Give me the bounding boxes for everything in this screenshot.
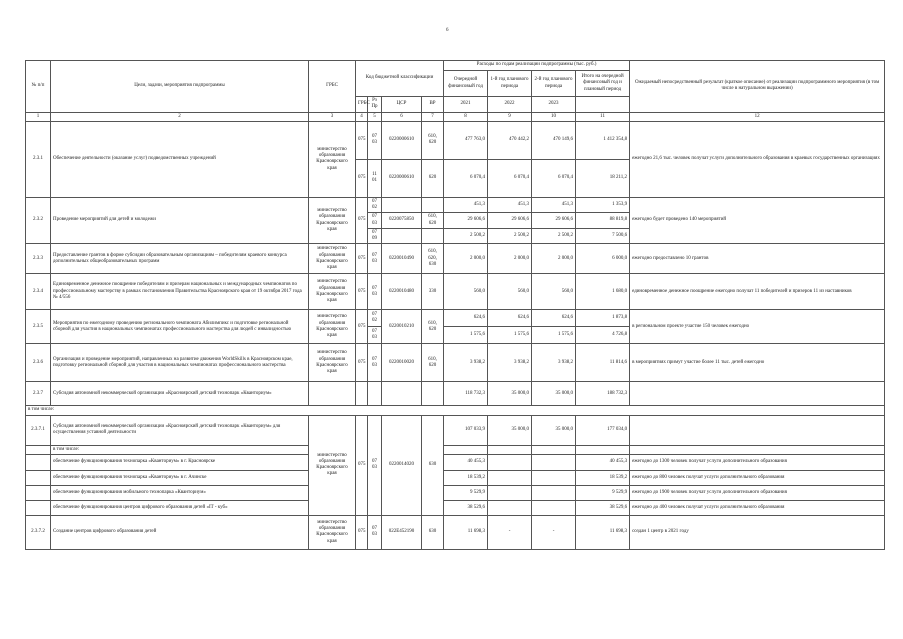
cell-vr [422,228,444,244]
cell-total: 40 455,3 [576,454,630,470]
cell-value: 35 000,0 [532,382,576,406]
cell-grbs: 075 [356,159,368,197]
empty-cell [444,445,488,454]
cell-rzpr: 07 02 [368,310,382,327]
cell-value: 2 500,2 [488,228,532,244]
cell-value: 118 732,3 [444,382,488,406]
col-num: 3 [309,112,356,121]
cell-value: 451,3 [444,197,488,213]
empty-cell [488,485,532,500]
row-num: 2.3.7.1 [26,415,51,445]
cell-csr [382,197,422,213]
cell-grbs: 075 [356,310,368,344]
row-name: Предоставление грантов в форме субсидии образовательным организациям – победителям краевого конкурса дополнительных общеобразовательных программ [51,244,309,274]
empty-cell [630,382,885,406]
cell-vr: 330 [422,274,444,310]
empty-cell [532,470,576,485]
cell-value: 29 606,6 [444,213,488,229]
cell-rzpr: 07 03 [368,344,382,382]
cell-grbs: 075 [356,274,368,310]
cell-value: 1 575,6 [532,327,576,344]
row-result: единовременное денежное поощрение ежегодно получат 11 победителей и призеров 11 из наставников [630,274,885,310]
empty-cell [26,470,51,485]
cell-value: 2 500,2 [444,228,488,244]
table-row [26,485,885,500]
col-num: 7 [422,112,444,121]
cell-total: 1 680,0 [576,274,630,310]
row-name: обеспечение функционирования технопарка «Кванториум» в г. Ачинске [51,470,309,485]
cell-total: 88 819,8 [576,213,630,229]
cell-value: 29 606,6 [488,213,532,229]
cell-grbs: 075 [356,244,368,274]
table-row [26,470,885,485]
cell-rzpr: 07 02 [368,197,382,213]
cell-value: 40 455,3 [444,454,488,470]
cell-grbs: 075 [356,415,368,515]
cell-total: 18 211,2 [576,159,630,197]
row-grbs-name: министерство образования Красноярского края [309,344,356,382]
cell-value: 35 000,0 [488,415,532,445]
cell-value: 35 000,0 [532,415,576,445]
empty-cell [26,445,51,454]
empty-cell [26,500,51,515]
empty-cell [488,470,532,485]
col-num: 2 [51,112,309,121]
cell-csr: 022E452190 [382,515,422,549]
header-grbs-code: ГРБС [356,97,368,113]
table-row [26,445,885,454]
cell-vr [422,197,444,213]
cell-value: 3 938,2 [488,344,532,382]
cell-rzpr: 07 09 [368,228,382,244]
header-row [26,61,885,71]
header-plan1: 1-й год планового периода [488,71,532,97]
cell-value: 11 698,3 [444,515,488,549]
cell-vr: 610, 620 [422,213,444,229]
empty-cell [630,415,885,445]
cell-csr: 0220010480 [382,274,422,310]
empty-cell [422,382,444,406]
cell-value: 451,3 [488,197,532,213]
row-result: ежегодно 21,6 тыс. человек получат услуги дополнительного образования в краевых государственных организациях [630,121,885,197]
row-name: Мероприятия по ежегодному проведению регионального чемпионата Абилимпикс и подготовке региональной сборной для участия в национальных чемпионатах профессионального мастерства для людей с инвалидностью [51,310,309,344]
including-label: в том числе: [26,406,885,415]
empty-cell [630,445,885,454]
row-num: 2.3.7 [26,382,51,406]
row-grbs-name: министерство образования Красноярского края [309,197,356,244]
cell-csr: 0220010490 [382,244,422,274]
empty-cell [488,454,532,470]
cell-total: 11 698,3 [576,515,630,549]
cell-value: 2 500,2 [532,228,576,244]
table-row [26,515,885,549]
table-row [26,344,885,382]
header-expenses: Расходы по годам реализации подпрограммы (тыс. руб.) [444,61,630,71]
including-label: в том числе: [51,445,309,454]
cell-value: 477 763,0 [444,121,488,159]
row-name: Субсидия автономной некоммерческой организации «Красноярский детский технопарк «Кванториум» для осуществления уставной деятельности [51,415,309,445]
column-number-row [26,112,885,121]
row-name: обеспечение функционирования технопарка «Кванториум» в г. Красноярске [51,454,309,470]
col-num: 10 [532,112,576,121]
cell-value: 6 070,4 [444,159,488,197]
header-year1: 2021 [444,97,488,113]
header-grbs: ГРБС [309,61,356,113]
cell-vr: 620 [422,159,444,197]
cell-total: 4 726,8 [576,327,630,344]
col-num: 5 [368,112,382,121]
cell-value: 29 606,6 [532,213,576,229]
row-num: 2.3.7.2 [26,515,51,549]
cell-value: - [532,515,576,549]
cell-value: 35 000,0 [488,382,532,406]
col-num: 6 [382,112,422,121]
row-name: Организация и проведение мероприятий, направленных на развитие движения WorldSkills в Красноярском крае, подготовку региональной сборной для участия в национальных чемпионатах профессионального мастерства [51,344,309,382]
row-name: Единовременное денежное поощрение победителям и призерам национальных и международных чемпионатов по профессиональному мастерству в рамках постановления Правительства Красноярского края от 19 октября 2017 года № 4/556 [51,274,309,310]
header-csr: ЦСР [382,97,422,113]
table-row [26,406,885,415]
cell-csr: 0220010020 [382,344,422,382]
header-vr: ВР [422,97,444,113]
cell-rzpr: 07 03 [368,213,382,229]
table-row [26,500,885,515]
cell-value: 560,0 [444,274,488,310]
cell-value: 3 938,2 [532,344,576,382]
cell-value: 560,0 [488,274,532,310]
row-result: ежегодно будет проведено 140 мероприятий [630,197,885,244]
cell-value: 107 033,9 [444,415,488,445]
cell-total: 7 500,6 [576,228,630,244]
cell-value: 560,0 [532,274,576,310]
col-num: 11 [576,112,630,121]
table-row [26,121,885,159]
row-grbs-name: министерство образования Красноярского края [309,415,356,515]
cell-total: 1 412 354,8 [576,121,630,159]
row-name: обеспечение функционирования мобильного технопарка «Кванториум» [51,485,309,500]
cell-value: 470 442,2 [488,121,532,159]
row-name: Проведение мероприятий для детей и молодежи [51,197,309,244]
cell-value: 1 575,6 [488,327,532,344]
page-number: 6 [446,28,449,33]
cell-csr [382,228,422,244]
empty-cell [488,445,532,454]
row-result: ежегодно предоставлено 10 грантов [630,244,885,274]
row-result: в региональном проекте участие 150 человек ежегодно [630,310,885,344]
cell-total: 9 529,9 [576,485,630,500]
empty-cell [368,382,382,406]
cell-value: 624,6 [532,310,576,327]
cell-value: 6 070,4 [488,159,532,197]
cell-csr: 0220000610 [382,159,422,197]
header-year3: 2023 [532,97,576,113]
cell-total: 38 529,6 [576,500,630,515]
table-row [26,244,885,274]
header-num: № п/п [26,61,51,113]
cell-csr: 0220014020 [382,415,422,515]
cell-rzpr: 07 03 [368,121,382,159]
header-kbk: Код бюджетной классификации [356,61,444,97]
cell-csr: 0220010210 [382,310,422,344]
cell-vr: 610, 620 [422,310,444,344]
empty-cell [488,500,532,515]
row-num: 2.3.2 [26,197,51,244]
col-num: 1 [26,112,51,121]
cell-value: 2 000,0 [532,244,576,274]
empty-cell [532,500,576,515]
cell-total: 18 539,2 [576,470,630,485]
cell-value: 3 938,2 [444,344,488,382]
cell-vr: 610, 620 [422,344,444,382]
empty-cell [309,382,356,406]
cell-total: 177 034,0 [576,415,630,445]
row-num: 2.3.6 [26,344,51,382]
cell-vr: 630 [422,515,444,549]
table-row [26,382,885,406]
row-name: Обеспечение деятельности (оказание услуг) подведомственных учреждений [51,121,309,197]
header-year2: 2022 [488,97,532,113]
table-row [26,310,885,327]
cell-grbs: 075 [356,197,368,244]
cell-value: 38 529,6 [444,500,488,515]
cell-csr: 0220075850 [382,213,422,229]
row-grbs-name: министерство образования Красноярского края [309,274,356,310]
cell-vr: 610, 620, 630 [422,244,444,274]
table-row [26,454,885,470]
empty-cell [532,485,576,500]
header-plan2: 2-й год планового периода [532,71,576,97]
empty-cell [532,445,576,454]
empty-cell [356,382,368,406]
cell-rzpr: 07 03 [368,274,382,310]
col-num: 12 [630,112,885,121]
row-result: ежегодно до 800 человек получат услуги дополнительного образования [630,470,885,485]
cell-total: 11 814,6 [576,344,630,382]
cell-value: 2 000,0 [444,244,488,274]
cell-value: 451,3 [532,197,576,213]
cell-total: 1 873,8 [576,310,630,327]
col-num: 8 [444,112,488,121]
col-num: 9 [488,112,532,121]
row-num: 2.3.5 [26,310,51,344]
cell-value: 2 000,0 [488,244,532,274]
row-grbs-name: министерство образования Красноярского края [309,515,356,549]
cell-value: - [488,515,532,549]
row-name: Субсидия автономной некоммерческой организации «Красноярский детский технопарк «Кванториум» [51,382,309,406]
cell-rzpr: 07 03 [368,327,382,344]
cell-value: 9 529,9 [444,485,488,500]
header-total: Итого на очередной финансовый год и плановый период [576,71,630,97]
row-name: Создание центров цифрового образования детей [51,515,309,549]
row-grbs-name: министерство образования Красноярского края [309,310,356,344]
row-result: ежегодно до 400 человек получат услуги дополнительного образования [630,500,885,515]
header-rzpr: Рз Пр [368,97,382,113]
row-grbs-name: министерство образования Красноярского края [309,244,356,274]
row-num: 2.3.4 [26,274,51,310]
cell-vr: 610, 620 [422,121,444,159]
cell-rzpr: 07 03 [368,244,382,274]
cell-value: 624,6 [488,310,532,327]
cell-rzpr: 11 01 [368,159,382,197]
header-current: Очередной финансовый год [444,71,488,97]
cell-value: 6 070,4 [532,159,576,197]
cell-value: 18 539,2 [444,470,488,485]
col-num: 4 [356,112,368,121]
empty-cell [26,485,51,500]
header-goal: Цели, задачи, мероприятия подпрограммы [51,61,309,113]
cell-grbs: 075 [356,515,368,549]
cell-value: 624,6 [444,310,488,327]
empty-cell [382,382,422,406]
table-row [26,274,885,310]
cell-vr: 630 [422,415,444,515]
empty-cell [26,454,51,470]
empty-cell [576,445,630,454]
table-row [26,415,885,445]
cell-total: 188 732,3 [576,382,630,406]
row-grbs-name: министерство образования Красноярского края [309,121,356,197]
empty-cell [532,454,576,470]
cell-grbs: 075 [356,121,368,159]
cell-value: 1 575,6 [444,327,488,344]
table-row [26,197,885,213]
cell-rzpr: 07 03 [368,515,382,549]
row-result: создан 1 центр в 2021 году [630,515,885,549]
row-num: 2.3.1 [26,121,51,197]
row-result: в мероприятиях примут участие более 11 тыс. детей ежегодно [630,344,885,382]
subprogram-table [25,60,885,550]
row-result: ежегодно до 1900 человек получат услуги дополнительного образования [630,485,885,500]
header-total-blank [576,97,630,113]
cell-total: 1 353,9 [576,197,630,213]
cell-csr: 0220000610 [382,121,422,159]
cell-rzpr: 07 03 [368,415,382,515]
row-name: обеспечение функционирования центров цифрового образования детей «IT - куб» [51,500,309,515]
cell-value: 470 149,6 [532,121,576,159]
row-num: 2.3.3 [26,244,51,274]
header-result: Ожидаемый непосредственный результат (краткое описание) от реализации подпрограммного мероприятия (в том числе в натуральном выражении) [630,61,885,113]
cell-total: 6 000,0 [576,244,630,274]
cell-grbs: 075 [356,344,368,382]
row-result: ежегодно до 1300 человек получат услуги дополнительного образования [630,454,885,470]
